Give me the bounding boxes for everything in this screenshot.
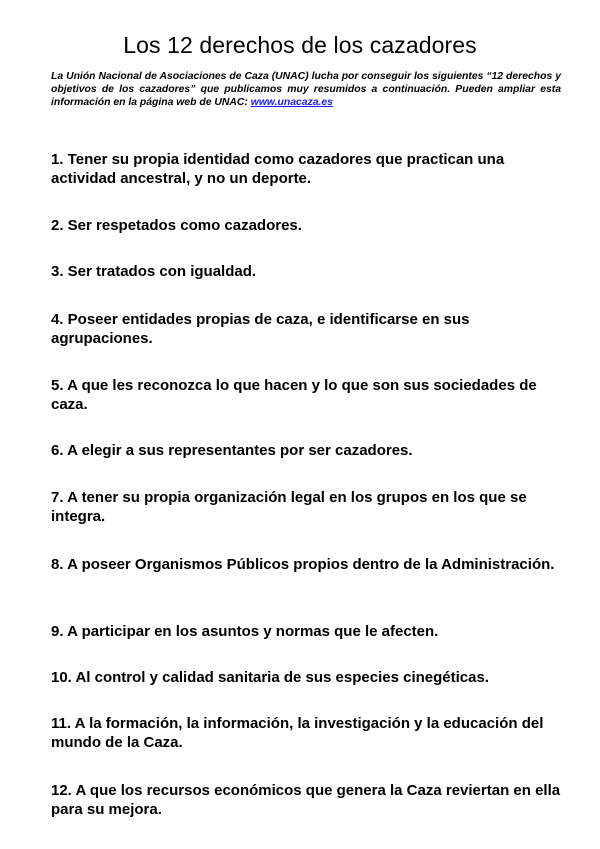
right-item-5: 5. A que les reconozca lo que hacen y lo que son sus sociedades de caza.	[51, 377, 537, 413]
right-item-8: 8. A poseer Organismos Públicos propios dentro de la Administración.	[51, 556, 555, 573]
right-item-4: 4. Poseer entidades propias de caza, e identificarse en sus agrupaciones.	[51, 311, 470, 347]
right-item-12: 12. A que los recursos económicos que genera la Caza reviertan en ella para su mejora.	[51, 782, 561, 818]
right-item-1: 1. Tener su propia identidad como cazadores que practican una actividad ancestral, y no un deporte.	[51, 151, 505, 187]
right-item-7: 7. A tener su propia organización legal en los grupos en los que se integra.	[51, 489, 527, 525]
intro-text: La Unión Nacional de Asociaciones de Caza (UNAC) lucha por conseguir los siguientes “12 derechos y objetivos de los cazadores” que publicamos muy resumidos a continuación. Pueden ampliar esta información en la página web de UNAC:	[51, 71, 561, 109]
right-item-9: 9. A participar en los asuntos y normas que le afecten.	[51, 623, 439, 640]
right-item-10: 10. Al control y calidad sanitaria de sus especies cinegéticas.	[51, 669, 489, 686]
page-title: Los 12 derechos de los cazadores	[123, 32, 477, 58]
right-item-11: 11. A la formación, la información, la investigación y la educación del mundo de la Caza.	[51, 715, 544, 751]
right-item-6: 6. A elegir a sus representantes por ser cazadores.	[51, 442, 413, 459]
right-item-2: 2. Ser respetados como cazadores.	[51, 217, 302, 234]
unac-website-link[interactable]: www.unacaza.es	[250, 97, 333, 109]
right-item-3: 3. Ser tratados con igualdad.	[51, 263, 257, 280]
intro-paragraph	[51, 70, 561, 110]
